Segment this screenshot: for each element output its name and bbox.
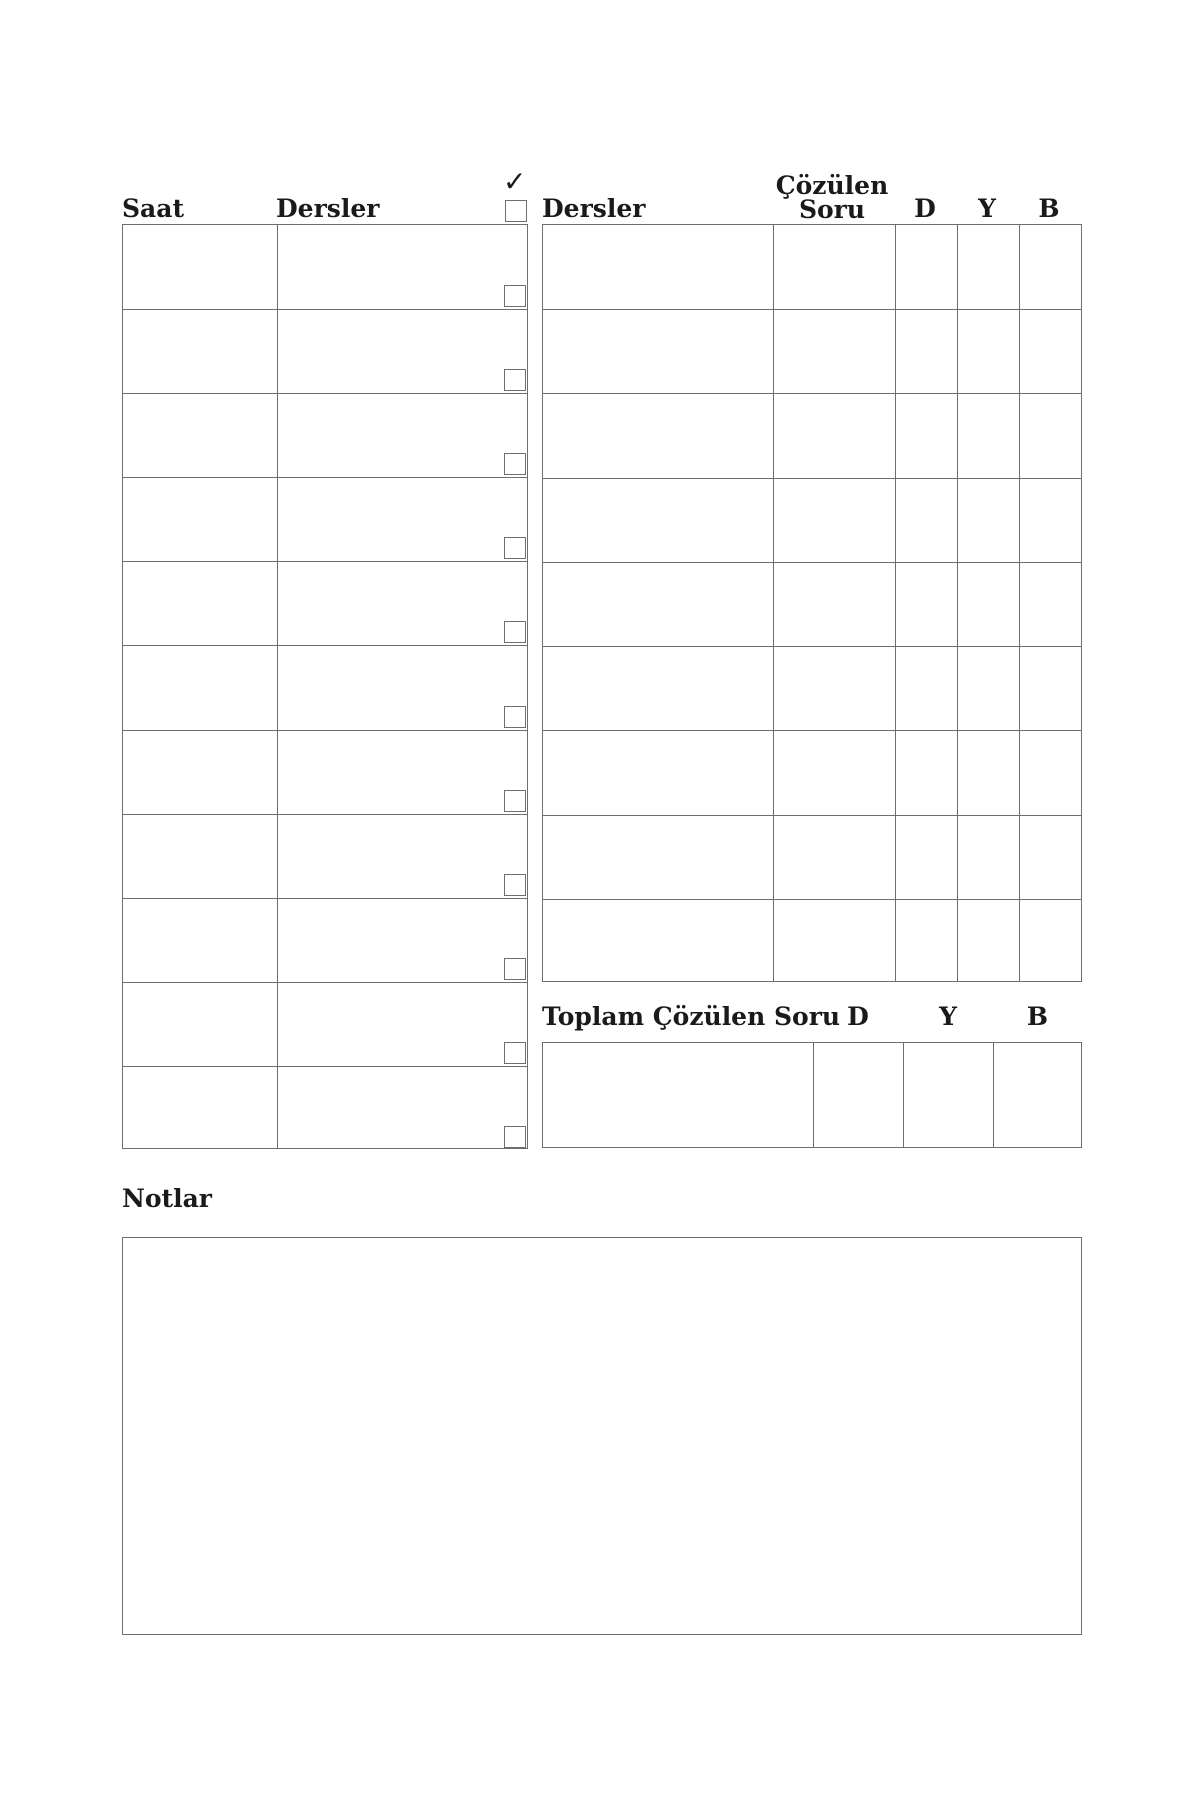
ders-cell[interactable]	[277, 814, 505, 898]
saat-cell[interactable]	[123, 477, 277, 561]
ders-cell[interactable]	[543, 393, 773, 477]
ders-cell[interactable]	[277, 225, 505, 309]
solved-questions-table	[542, 224, 1082, 982]
y-cell[interactable]	[957, 478, 1019, 562]
y-cell[interactable]	[957, 393, 1019, 477]
b-cell[interactable]	[1019, 562, 1081, 646]
d-cell[interactable]	[895, 309, 957, 393]
y-cell[interactable]	[957, 730, 1019, 814]
total-table	[542, 1042, 1082, 1148]
b-cell[interactable]	[1019, 478, 1081, 562]
cozulen-cell[interactable]	[773, 562, 895, 646]
y-cell[interactable]	[957, 225, 1019, 309]
b-cell[interactable]	[1019, 899, 1081, 983]
saat-cell[interactable]	[123, 645, 277, 729]
b-cell[interactable]	[1019, 225, 1081, 309]
saat-cell[interactable]	[123, 225, 277, 309]
ders-cell[interactable]	[277, 898, 505, 982]
row-checkbox[interactable]	[504, 874, 526, 896]
ders-cell[interactable]	[277, 309, 505, 393]
total-cell-y[interactable]	[903, 1043, 993, 1147]
row-checkbox[interactable]	[504, 1042, 526, 1064]
cozulen-cell[interactable]	[773, 646, 895, 730]
b-cell[interactable]	[1019, 730, 1081, 814]
row-checkbox[interactable]	[504, 285, 526, 307]
ders-cell[interactable]	[543, 478, 773, 562]
ders-cell[interactable]	[543, 225, 773, 309]
schedule-table	[122, 224, 528, 1149]
row-checkbox[interactable]	[504, 958, 526, 980]
saat-cell[interactable]	[123, 1066, 277, 1150]
total-cell-d[interactable]	[813, 1043, 903, 1147]
saat-cell[interactable]	[123, 730, 277, 814]
saat-cell[interactable]	[123, 393, 277, 477]
ders-cell[interactable]	[277, 477, 505, 561]
row-checkbox[interactable]	[504, 790, 526, 812]
ders-cell[interactable]	[277, 730, 505, 814]
total-cell-count[interactable]	[543, 1043, 813, 1147]
row-checkbox[interactable]	[504, 537, 526, 559]
cozulen-cell[interactable]	[773, 393, 895, 477]
total-header-toplam: Toplam Çözülen Soru	[542, 1002, 841, 1031]
ders-cell[interactable]	[543, 730, 773, 814]
cozulen-cell[interactable]	[773, 899, 895, 983]
ders-cell[interactable]	[277, 393, 505, 477]
total-header-d: D	[847, 1002, 869, 1031]
b-cell[interactable]	[1019, 309, 1081, 393]
y-cell[interactable]	[957, 646, 1019, 730]
b-cell[interactable]	[1019, 393, 1081, 477]
row-checkbox[interactable]	[504, 453, 526, 475]
notes-label: Notlar	[122, 1184, 212, 1213]
cozulen-cell[interactable]	[773, 815, 895, 899]
ders-cell[interactable]	[543, 562, 773, 646]
ders-cell[interactable]	[543, 309, 773, 393]
right-header-b: B	[1038, 194, 1060, 223]
ders-cell[interactable]	[277, 645, 505, 729]
left-header-saat: Saat	[122, 194, 184, 223]
ders-cell[interactable]	[543, 815, 773, 899]
total-header-y: Y	[939, 1002, 957, 1031]
d-cell[interactable]	[895, 815, 957, 899]
right-header-dersler: Dersler	[542, 194, 646, 223]
total-cell-b[interactable]	[993, 1043, 1083, 1147]
ders-cell[interactable]	[277, 561, 505, 645]
y-cell[interactable]	[957, 899, 1019, 983]
saat-cell[interactable]	[123, 814, 277, 898]
d-cell[interactable]	[895, 646, 957, 730]
y-cell[interactable]	[957, 309, 1019, 393]
ders-cell[interactable]	[543, 899, 773, 983]
saat-cell[interactable]	[123, 982, 277, 1066]
d-cell[interactable]	[895, 225, 957, 309]
d-cell[interactable]	[895, 478, 957, 562]
row-checkbox[interactable]	[504, 621, 526, 643]
y-cell[interactable]	[957, 815, 1019, 899]
cozulen-cell[interactable]	[773, 478, 895, 562]
row-checkbox[interactable]	[504, 369, 526, 391]
saat-cell[interactable]	[123, 561, 277, 645]
cozulen-cell[interactable]	[773, 730, 895, 814]
left-header-dersler: Dersler	[276, 194, 380, 223]
d-cell[interactable]	[895, 393, 957, 477]
ders-cell[interactable]	[277, 982, 505, 1066]
cozulen-cell[interactable]	[773, 309, 895, 393]
right-header-cozulen: Çözülen	[775, 171, 889, 200]
saat-cell[interactable]	[123, 309, 277, 393]
header-checkbox[interactable]	[505, 200, 527, 222]
checkmark-icon: ✓	[503, 165, 527, 198]
d-cell[interactable]	[895, 730, 957, 814]
right-header-y: Y	[978, 194, 996, 223]
right-header-d: D	[914, 194, 936, 223]
notes-area[interactable]	[122, 1237, 1082, 1635]
b-cell[interactable]	[1019, 815, 1081, 899]
ders-cell[interactable]	[277, 1066, 505, 1150]
row-checkbox[interactable]	[504, 1126, 526, 1148]
total-header-b: B	[1026, 1002, 1049, 1031]
right-header-soru: Soru	[798, 195, 866, 224]
d-cell[interactable]	[895, 562, 957, 646]
b-cell[interactable]	[1019, 646, 1081, 730]
row-checkbox[interactable]	[504, 706, 526, 728]
ders-cell[interactable]	[543, 646, 773, 730]
y-cell[interactable]	[957, 562, 1019, 646]
cozulen-cell[interactable]	[773, 225, 895, 309]
saat-cell[interactable]	[123, 898, 277, 982]
d-cell[interactable]	[895, 899, 957, 983]
